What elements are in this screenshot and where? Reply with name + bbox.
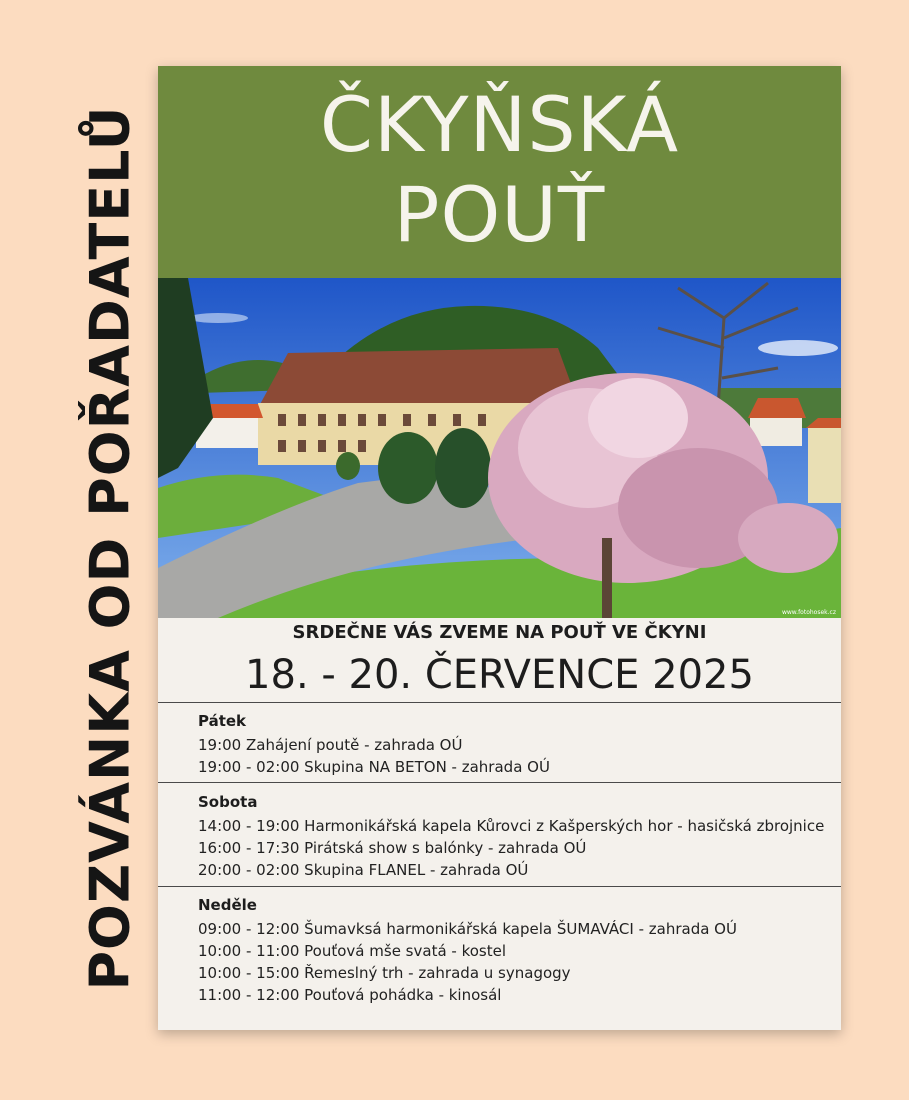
day-name: Sobota	[198, 793, 258, 811]
schedule-day-friday	[198, 712, 828, 778]
title-line-2: POUŤ	[393, 170, 606, 259]
schedule-event: 19:00 - 02:00 Skupina NA BETON - zahrada OÚ	[198, 758, 550, 776]
title-line-1: ČKYŇSKÁ	[319, 80, 680, 169]
poster	[158, 66, 841, 1030]
divider	[158, 886, 841, 887]
schedule-event: 20:00 - 02:00 Skupina FLANEL - zahrada OÚ	[198, 861, 529, 879]
schedule-event: 16:00 - 17:30 Pirátská show s balónky - zahrada OÚ	[198, 839, 587, 857]
schedule-event: 10:00 - 11:00 Pouťová mše svatá - kostel	[198, 942, 507, 960]
day-name: Pátek	[198, 712, 247, 730]
schedule-day-sunday	[198, 896, 828, 1006]
schedule-event: 19:00 Zahájení poutě - zahrada OÚ	[198, 736, 463, 754]
divider	[158, 782, 841, 783]
poster-header	[158, 66, 841, 278]
side-banner-text: POZVÁNKA OD POŘADATELŮ	[78, 105, 142, 991]
castle-photo	[158, 278, 841, 618]
schedule-event: 10:00 - 15:00 Řemeslný trh - zahrada u synagogy	[198, 964, 571, 982]
schedule-event: 11:00 - 12:00 Pouťová pohádka - kinosál	[198, 986, 502, 1004]
photo-credit: www.fotohosek.cz	[781, 609, 836, 616]
invitation-text: SRDEČNE VÁS ZVEME NA POUŤ VE ČKYNI	[292, 622, 707, 643]
schedule-event: 09:00 - 12:00 Šumavksá harmonikářská kapela ŠUMAVÁCI - zahrada OÚ	[198, 920, 737, 938]
schedule-event: 14:00 - 19:00 Harmonikářská kapela Kůrovci z Kašperských hor - hasičská zbrojnice	[198, 817, 825, 835]
day-name: Neděle	[198, 896, 257, 914]
event-date: 18. - 20. ČERVENCE 2025	[245, 652, 754, 698]
divider	[158, 702, 841, 703]
schedule-day-saturday	[198, 793, 828, 881]
